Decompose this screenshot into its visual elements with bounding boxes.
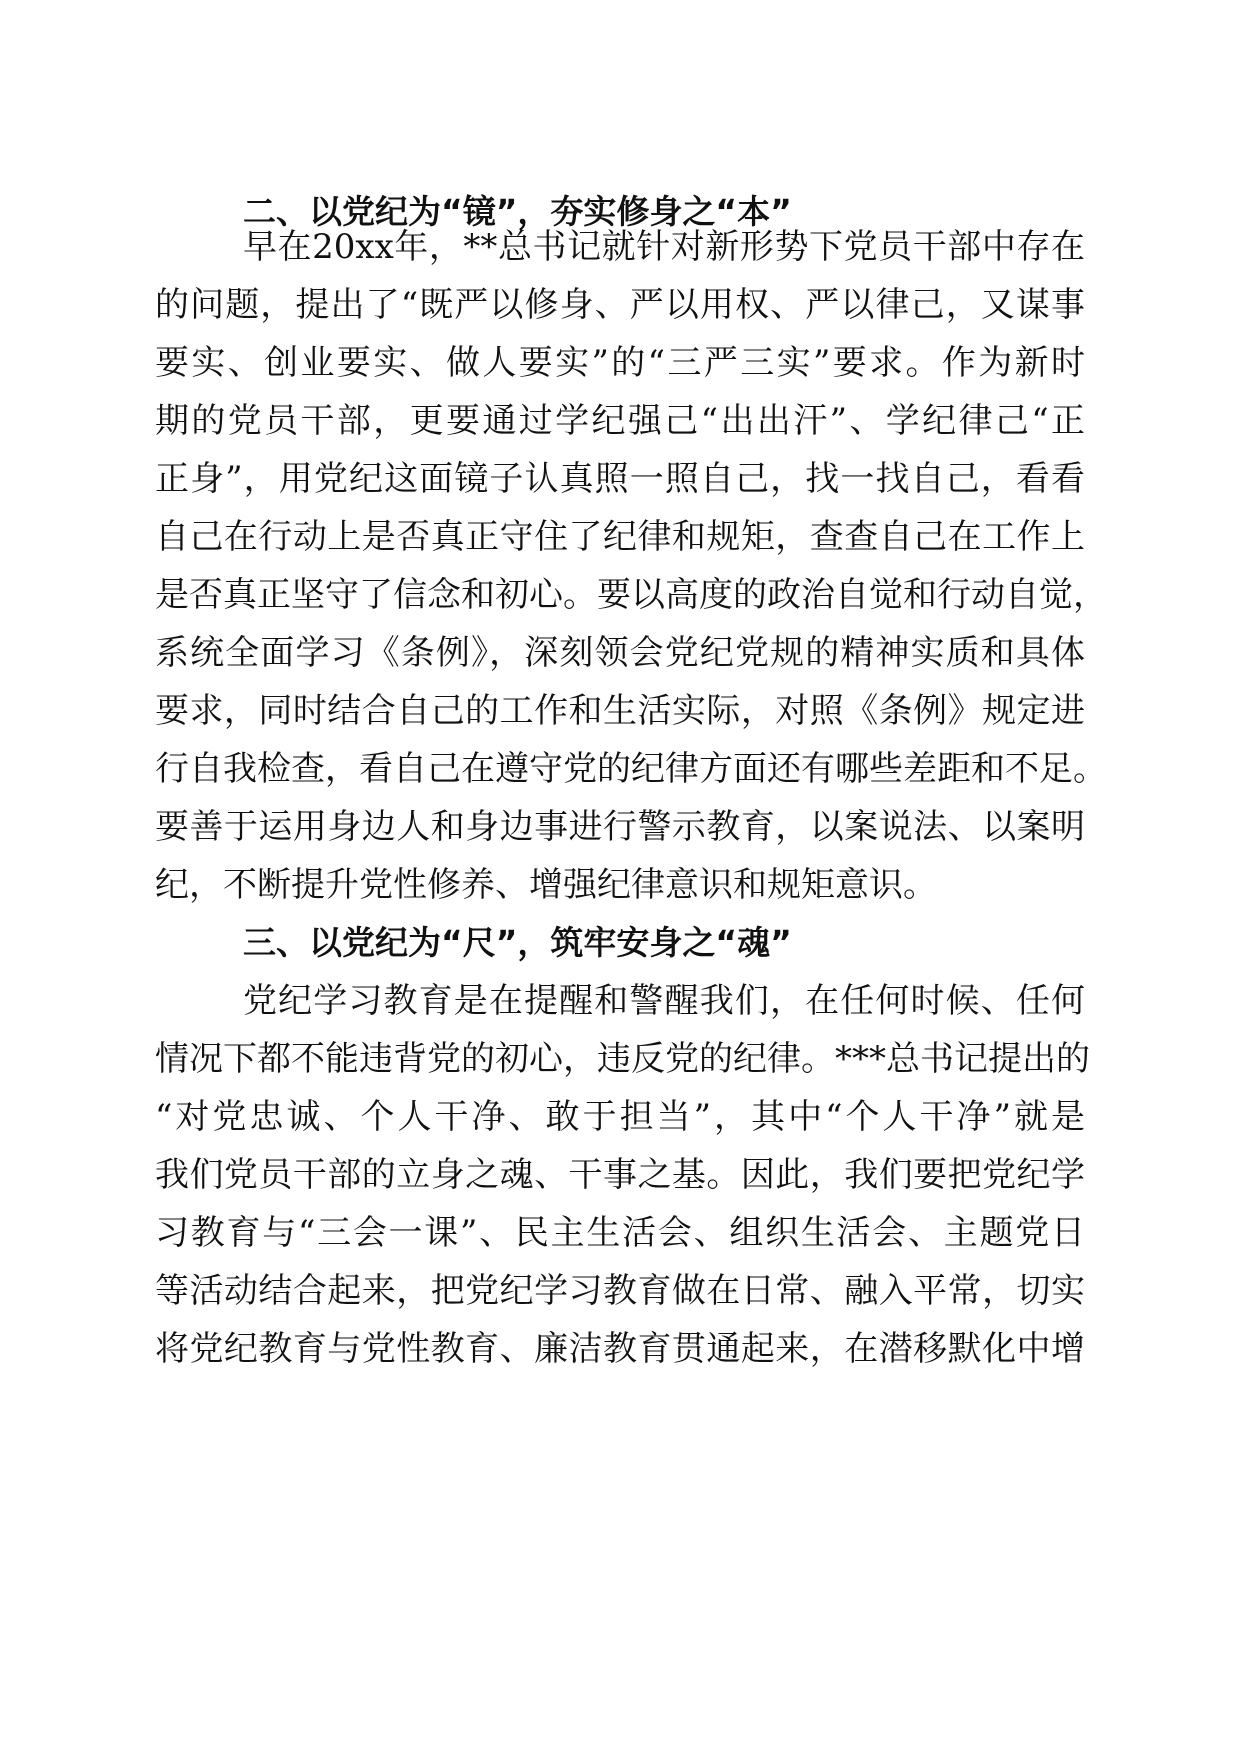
section-2-heading: 二、以党纪为“镜”，夯实修身之“本” [243, 192, 792, 231]
paragraph-line: 行自我检查，看自己在遵守党的纪律方面还有哪些差距和不足。 [155, 749, 1107, 789]
paragraph-line: 将党纪教育与党性教育、廉洁教育贯通起来，在潜移默化中增 [155, 1329, 1085, 1369]
paragraph-line: 等活动结合起来，把党纪学习教育做在日常、融入平常，切实 [155, 1271, 1085, 1311]
paragraph-line: 自己在行动上是否真正守住了纪律和规矩，查查自己在工作上 [155, 517, 1085, 557]
paragraph-line: 要善于运用身边人和身边事进行警示教育，以案说法、以案明 [155, 807, 1085, 847]
paragraph-line: “对党忠诚、个人干净、敢于担当”，其中“个人干净”就是 [155, 1097, 1085, 1137]
paragraph-line: 正身”，用党纪这面镜子认真照一照自己，找一找自己，看看 [155, 459, 1085, 499]
paragraph-line: 早在20xx年，**总书记就针对新形势下党员干部中存在 [243, 227, 1085, 267]
paragraph-line: 是否真正坚守了信念和初心。要以高度的政治自觉和行动自觉， [155, 575, 1107, 615]
paragraph-line: 期的党员干部，更要通过学纪强己“出出汗”、学纪律己“正 [155, 401, 1085, 441]
paragraph-line: 纪，不断提升党性修养、增强纪律意识和规矩意识。 [155, 865, 937, 905]
paragraph-line: 要实、创业要实、做人要实”的“三严三实”要求。作为新时 [155, 343, 1085, 383]
paragraph-line: 党纪学习教育是在提醒和警醒我们，在任何时候、任何 [243, 981, 1085, 1021]
section-3-heading: 三、以党纪为“尺”，筑牢安身之“魂” [243, 923, 792, 962]
paragraph-line: 情况下都不能违背党的初心，违反党的纪律。***总书记提出的 [155, 1039, 1090, 1079]
paragraph-line: 习教育与“三会一课”、民主生活会、组织生活会、主题党日 [155, 1213, 1085, 1253]
paragraph-line: 系统全面学习《条例》，深刻领会党纪党规的精神实质和具体 [155, 633, 1085, 673]
paragraph-line: 的问题，提出了“既严以修身、严以用权、严以律己，又谋事 [155, 285, 1085, 325]
paragraph-line: 我们党员干部的立身之魂、干事之基。因此，我们要把党纪学 [155, 1155, 1085, 1195]
paragraph-line: 要求，同时结合自己的工作和生活实际，对照《条例》规定进 [155, 691, 1085, 731]
